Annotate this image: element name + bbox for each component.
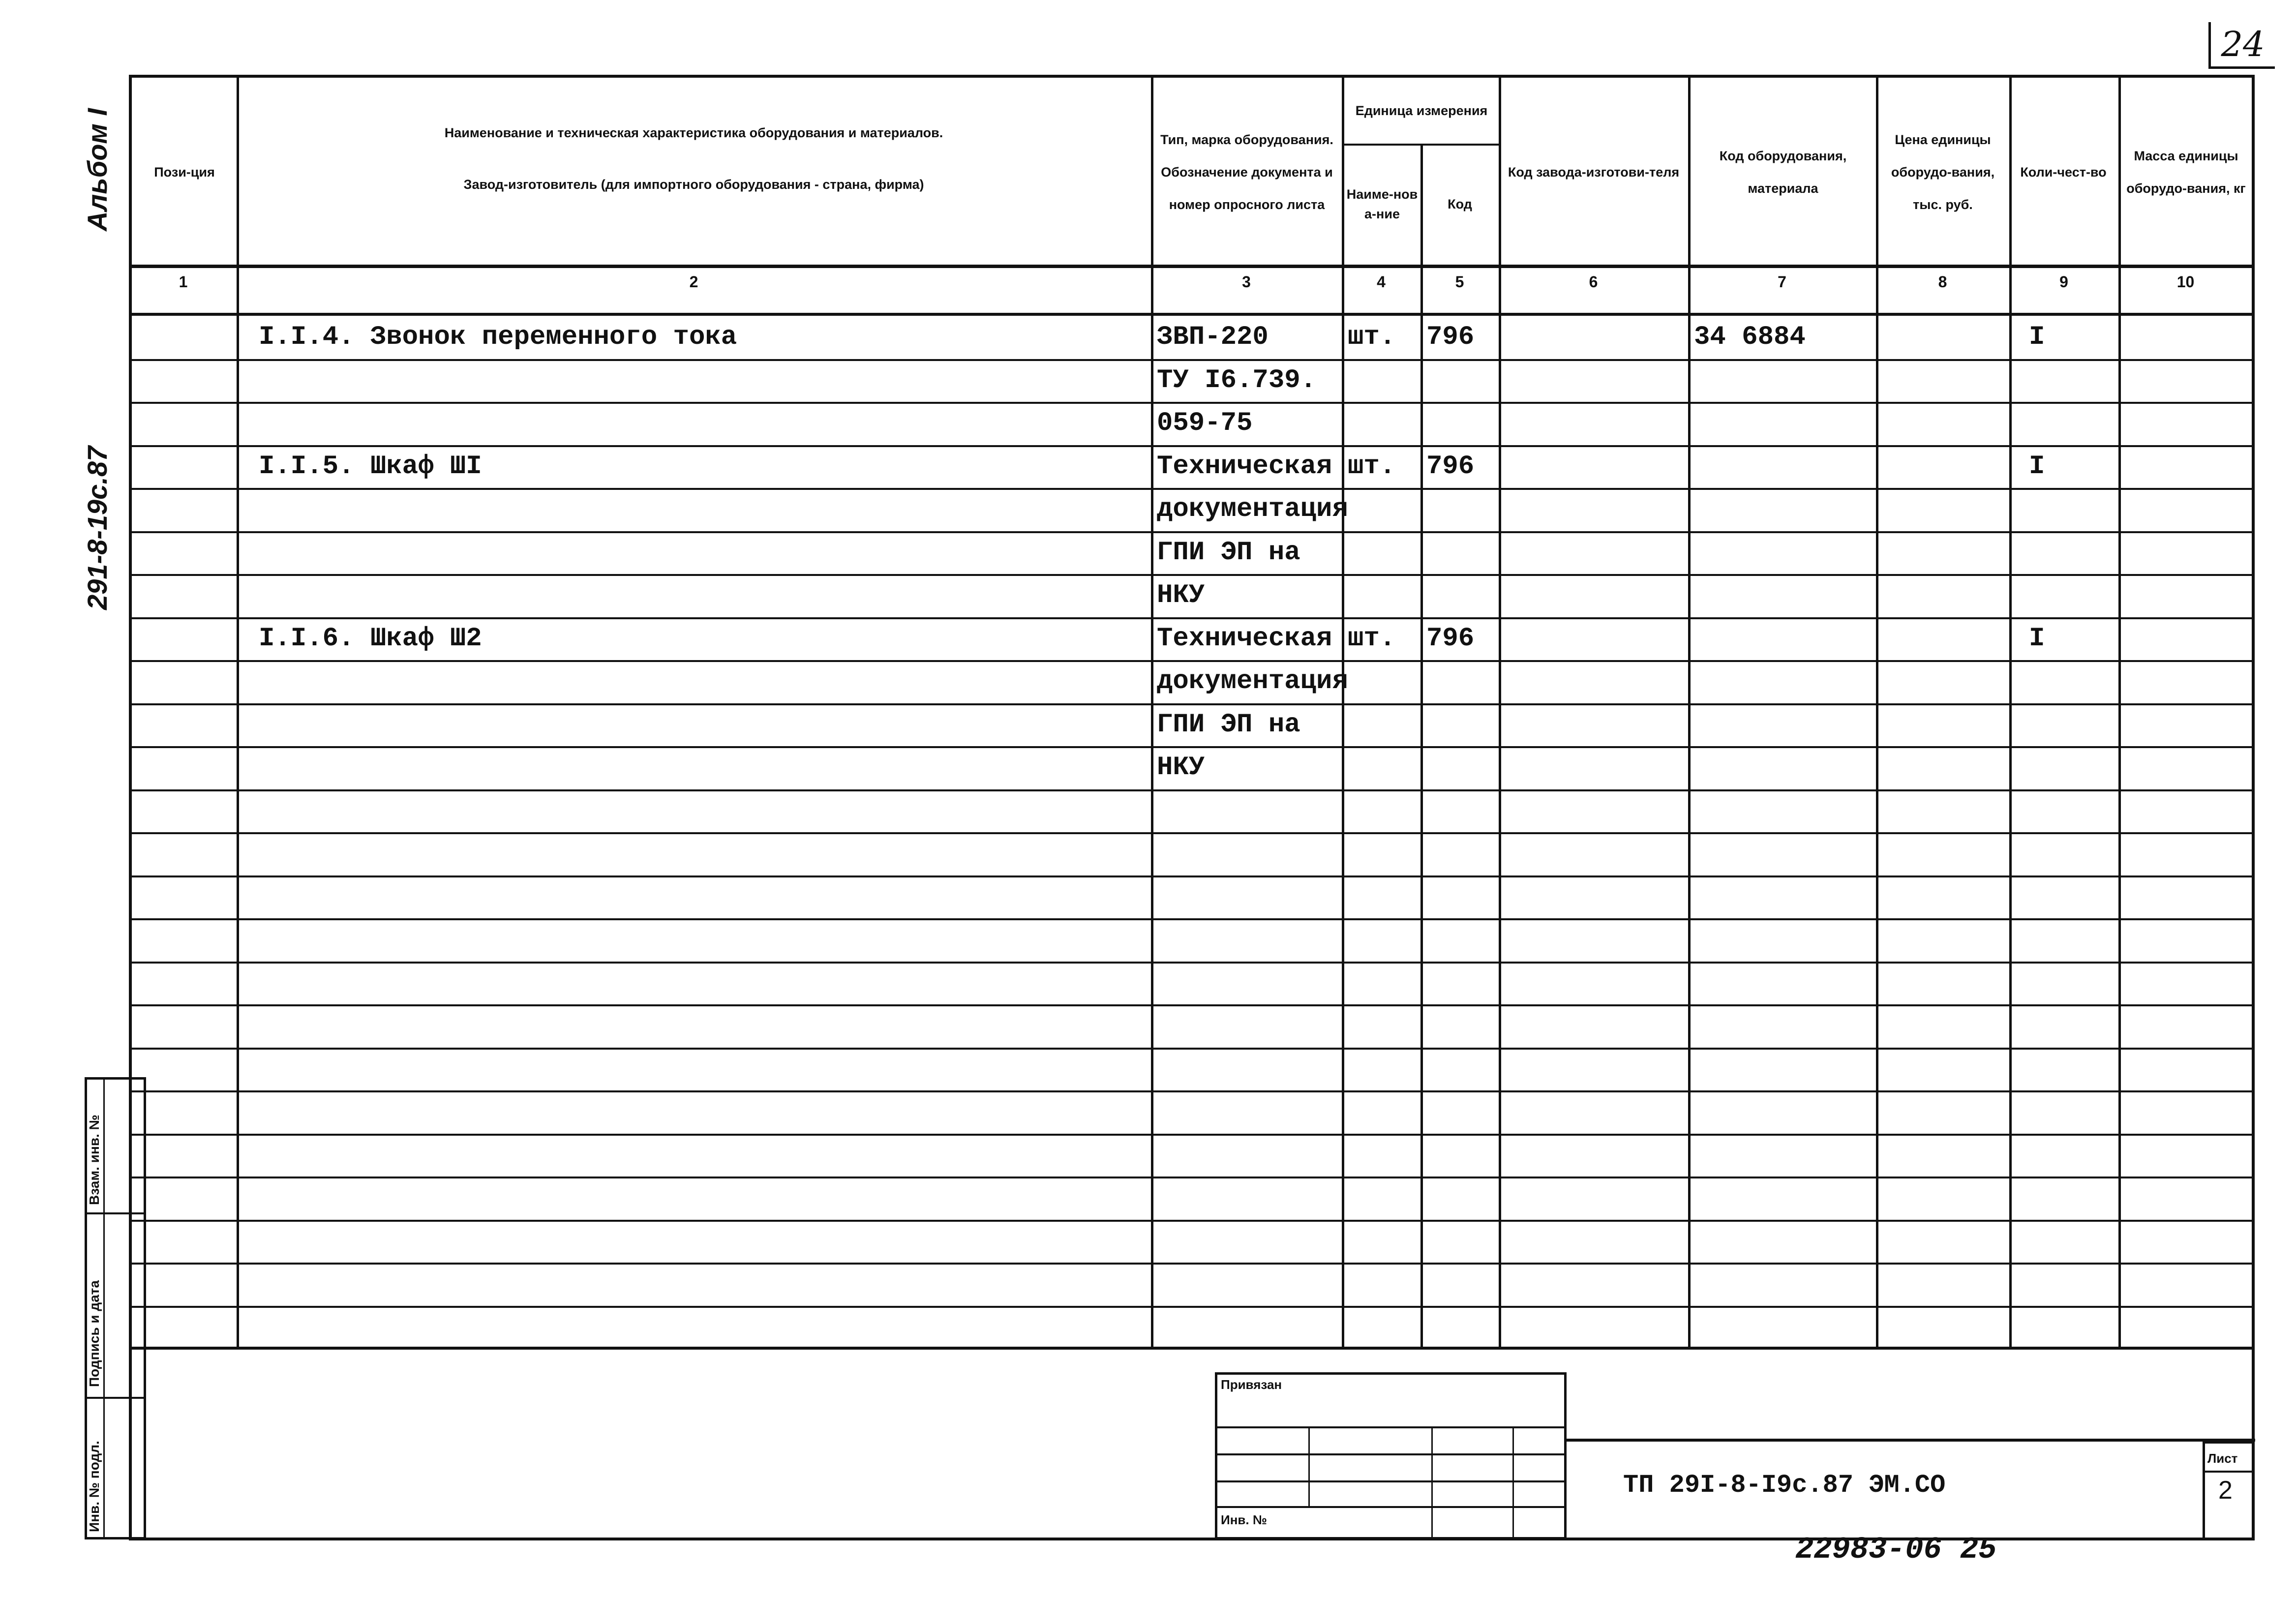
column-divider [1342,75,1344,1348]
table-cell: 34 6884 [1694,322,1806,352]
header-name-line1: Наименование и техническая характеристика оборудования и материалов. [444,125,943,140]
table-cell: шт. [1348,451,1396,482]
table-cell: шт. [1348,623,1396,654]
column-number: 3 [1242,273,1251,291]
row-divider [130,789,2255,791]
column-number: 10 [2176,273,2195,291]
row-divider [130,1177,2255,1178]
sheet-number: 2 [2218,1476,2233,1505]
table-cell: ЗВП-220 [1157,322,1269,352]
table-cell: документация [1157,494,1348,524]
table-cell: Техническая [1157,623,1332,654]
table-cell: НКУ [1157,753,1205,783]
table-cell: I [2029,322,2045,352]
table-cell: Техническая [1157,451,1332,482]
table-cell: I.I.4. Звонок переменного тока [259,322,737,352]
column-divider [2009,75,2012,1348]
column-divider [1876,75,1878,1348]
album-label: Альбом I [82,108,113,231]
column-divider [1688,75,1691,1348]
sheet-mark: 24 [2208,22,2275,69]
table-cell: шт. [1348,322,1396,352]
row-divider [130,1004,2255,1006]
row-divider [130,1090,2255,1092]
footer-number: 22983-06 25 [1795,1532,1997,1567]
header-unit-code: Код [1448,197,1472,211]
row-divider [130,1048,2255,1050]
table-cell: I.I.6. Шкаф Ш2 [259,623,482,654]
stamp-inv-original: Инв. № подл. [87,1441,102,1532]
inv-number-label: Инв. № [1221,1512,1267,1527]
project-label: 291-8-19с.87 [82,446,113,610]
header-position: Пози-ция [154,165,215,180]
row-divider [130,1220,2255,1222]
row-divider [130,1306,2255,1308]
table-cell: 796 [1426,451,1475,482]
row-divider [130,1263,2255,1265]
table-cell: НКУ [1157,580,1205,610]
header-mass: Масса единицы оборудо-вания, кг [2126,149,2246,196]
column-divider [2118,75,2121,1348]
column-divider [1420,144,1423,1348]
row-divider [130,962,2255,964]
table-cell: 796 [1426,623,1475,654]
table-cell: I.I.5. Шкаф ШI [259,451,482,482]
table-cell: документация [1157,666,1348,696]
column-divider [237,75,239,1348]
table-cell: ГПИ ЭП на [1157,537,1300,568]
header-equipment-code: Код оборудования, материала [1719,149,1847,196]
row-divider [130,832,2255,834]
row-divider [130,1134,2255,1136]
column-divider [1499,75,1501,1348]
table-cell: ТУ I6.739. [1157,365,1317,395]
column-divider [1151,75,1153,1348]
table-cell: 059-75 [1157,408,1253,438]
sheet-label: Лист [2207,1451,2238,1466]
column-number: 6 [1589,273,1598,291]
column-number: 8 [1938,273,1947,291]
header-type: Тип, марка оборудования. Обозначение документа и номер опросного листа [1160,132,1333,212]
stamp-replace-inv: Взам. инв. № [87,1115,102,1205]
header-quantity: Коли-чест-во [2020,165,2107,180]
table-cell: I [2029,451,2045,482]
column-number: 9 [2059,273,2068,291]
document-code: ТП 29I-8-I9с.87 ЭМ.СО [1623,1471,1946,1500]
stamp-signature-date: Подпись и дата [87,1280,102,1387]
header-unit-name: Наиме-нова-ние [1346,187,1418,221]
row-divider [130,875,2255,877]
table-cell: 796 [1426,322,1475,352]
header-unit-group: Единица измерения [1355,103,1488,118]
spec-table-frame [129,75,2255,1540]
row-divider [130,918,2255,920]
column-number: 5 [1455,273,1464,291]
header-manufacturer-code: Код завода-изготови-теля [1508,165,1680,180]
column-number: 7 [1778,273,1786,291]
column-number: 1 [179,273,188,291]
column-number: 4 [1377,273,1386,291]
column-number: 2 [689,273,698,291]
table-cell: I [2029,623,2045,654]
header-price: Цена единицы оборудо-вания, тыс. руб. [1891,132,1995,212]
header-name-line2: Завод-изготовитель (для импортного оборудования - страна, фирма) [463,177,924,192]
table-cell: ГПИ ЭП на [1157,709,1300,740]
linked-label: Привязан [1221,1377,1282,1392]
